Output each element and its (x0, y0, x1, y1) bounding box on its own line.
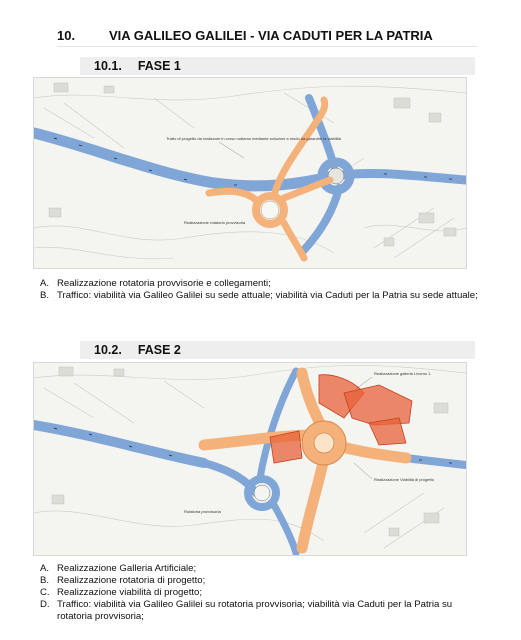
phase2-map (33, 362, 467, 556)
phase1-map (33, 77, 467, 269)
phase2-rotatoria: Rotatoria provvisoria (184, 509, 221, 514)
phase2-list (40, 563, 480, 623)
list-item: C. Realizzazione viabilità di progetto; (40, 587, 203, 598)
section-title (57, 24, 477, 47)
section-heading: VIA GALILEO GALILEI - VIA CADUTI PER LA PATRIA (109, 27, 433, 43)
section-number: 10. (57, 27, 76, 43)
phase2-gallery: Realizzazione galleria Livorno 1 (374, 371, 431, 376)
list-item: D. Traffico: viabilità via Galileo Galilei su rotatoria provvisoria; viabilità via Caduti per la Patria su rotatoria provvisoria; (40, 599, 453, 622)
phase2-road: Realizzazione Viabilità di progetto (374, 477, 434, 482)
phase2-title: FASE 2 (137, 343, 181, 357)
phase1-label: Realizzazione rotatoria provvisoria (184, 220, 246, 225)
list-item: B. Traffico: viabilità via Galileo Galilei su sede attuale; viabilità via Caduti per la Patria su sede attuale; (40, 290, 478, 301)
phase2-number: 10.2. (94, 343, 122, 357)
phase1-list (40, 278, 480, 302)
list-item: A. Realizzazione rotatoria provvisorie e collegamenti; (40, 278, 271, 289)
list-item: A. Realizzazione Galleria Artificiale; (40, 563, 197, 574)
list-item: B. Realizzazione rotatoria di progetto; (40, 575, 206, 586)
phase1-title: FASE 1 (137, 59, 181, 73)
phase1-note: Tratto di progetto da realizzare in corso nuttamo mediante soluzioni a modo da garantire la viabilità (166, 136, 341, 141)
phase1-heading (80, 57, 475, 75)
phase2-heading (80, 341, 475, 359)
phase1-number: 10.1. (94, 59, 122, 73)
